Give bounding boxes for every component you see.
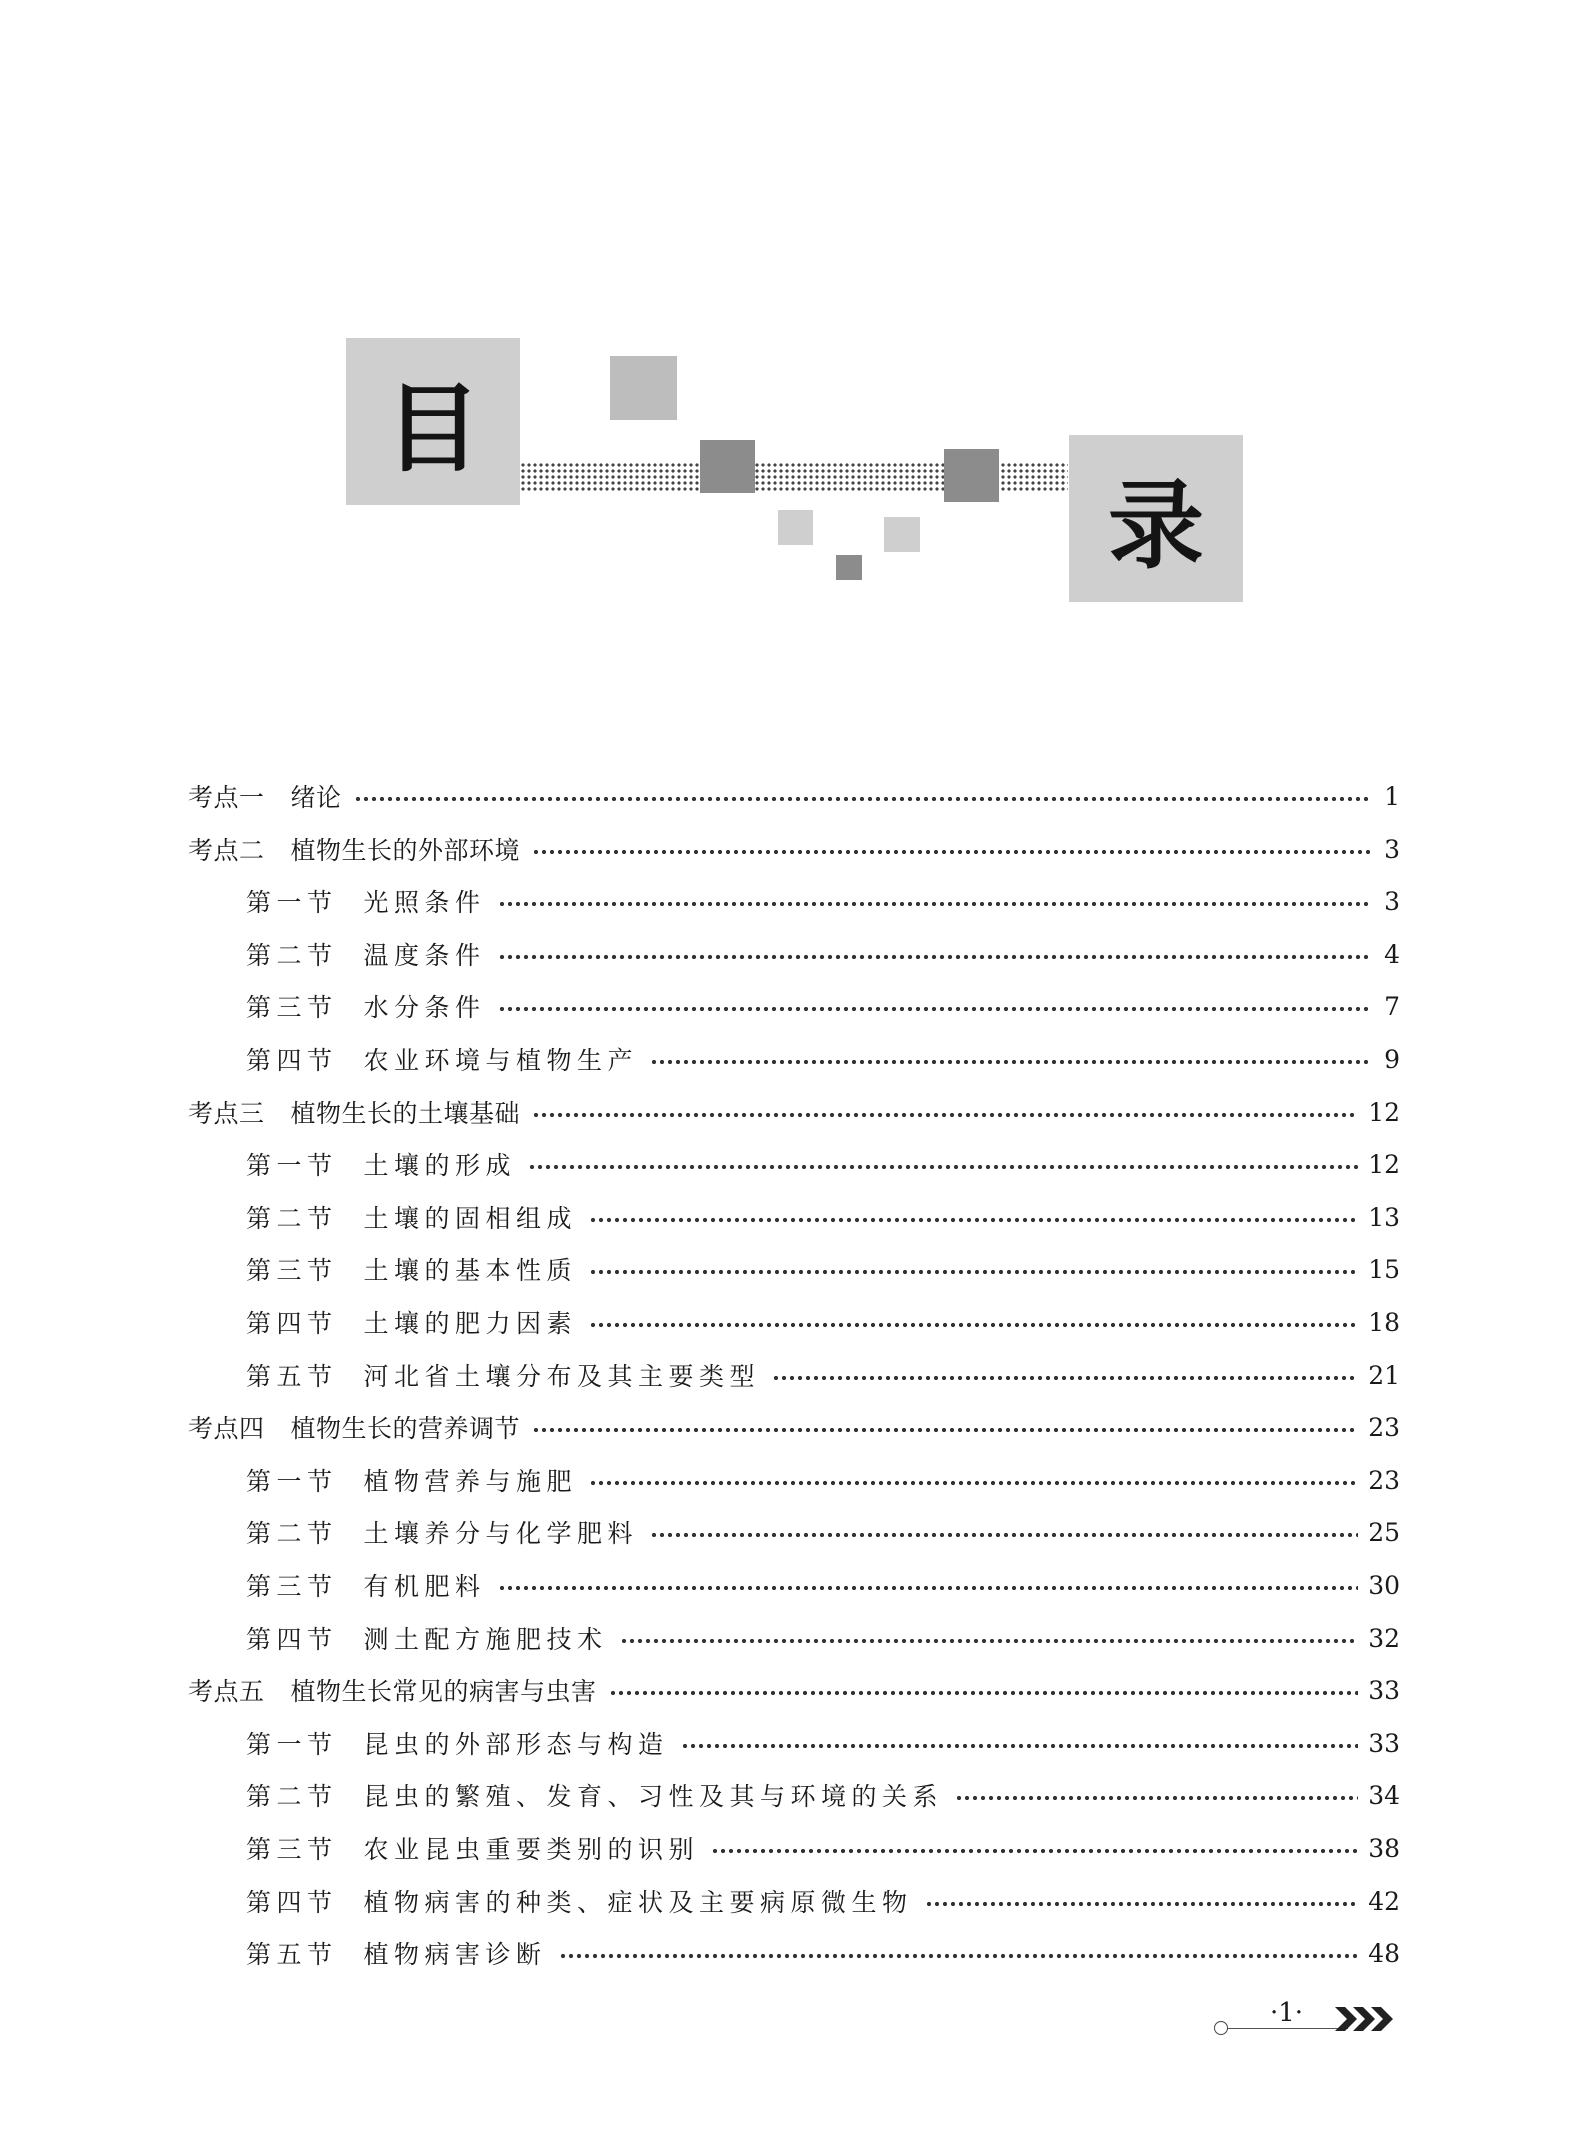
toc-chapter-row[interactable]	[188, 1401, 1400, 1453]
toc-entry-number: 第一节	[246, 1730, 338, 1759]
toc-entry-title: 植物病害的种类、症状及主要病原微生物	[363, 1888, 913, 1917]
toc-leader-dots	[711, 1849, 1358, 1853]
toc-entry-heading	[188, 778, 342, 814]
toc-page-number: 7	[1384, 991, 1400, 1021]
toc-entry-title: 植物生长的土壤基础	[290, 1099, 521, 1128]
toc-page-number: 48	[1368, 1938, 1400, 1968]
toc-page-number: 3	[1384, 834, 1400, 864]
toc-entry-heading	[246, 1462, 577, 1498]
toc-entry-title: 植物生长的营养调节	[290, 1414, 521, 1443]
toc-leader-dots	[955, 1796, 1358, 1800]
title-char-left: 目	[385, 373, 481, 485]
toc-entry-title: 植物生长的外部环境	[290, 836, 521, 865]
toc-entry-heading	[188, 831, 520, 867]
circle-icon	[1214, 2021, 1228, 2035]
toc-page-number: 38	[1368, 1833, 1400, 1863]
toc-entry-heading	[246, 1304, 577, 1340]
toc-leader-dots	[772, 1376, 1358, 1380]
toc-entry-heading	[246, 883, 486, 919]
toc-entry-title: 水分条件	[363, 993, 486, 1022]
toc-leader-dots	[559, 1954, 1359, 1958]
toc-leader-dots	[532, 1113, 1358, 1117]
toc-section-row[interactable]	[246, 1927, 1400, 1979]
toc-leader-dots	[609, 1691, 1359, 1695]
toc-entry-title: 温度条件	[363, 941, 486, 970]
toc-section-row[interactable]	[246, 1875, 1400, 1927]
toc-entry-number: 第二节	[246, 1204, 338, 1233]
toc-entry-title: 植物营养与施肥	[363, 1467, 578, 1496]
toc-page-number: 15	[1368, 1254, 1400, 1284]
toc-entry-number: 考点五	[188, 1677, 265, 1706]
toc-leader-dots	[498, 955, 1370, 959]
toc-page-number: 33	[1368, 1728, 1400, 1758]
toc-entry-heading	[246, 1199, 577, 1235]
toc-section-row[interactable]	[246, 1612, 1400, 1664]
title-decoration	[0, 0, 1585, 640]
toc-entry-heading	[188, 1094, 520, 1130]
toc-entry-heading	[246, 1514, 638, 1550]
toc-entry-number: 第一节	[246, 1151, 338, 1180]
toc-entry-heading	[246, 1777, 943, 1813]
toc-leader-dots	[498, 1007, 1370, 1011]
title-box-right	[1069, 435, 1243, 602]
toc-page-number: 25	[1368, 1517, 1400, 1547]
deco-square	[836, 555, 862, 580]
toc-entry-heading	[188, 1672, 597, 1708]
toc-page-number: 30	[1368, 1570, 1400, 1600]
toc-entry-number: 第三节	[246, 1835, 338, 1864]
toc-entry-title: 光照条件	[363, 888, 486, 917]
toc-leader-dots	[589, 1323, 1358, 1327]
toc-entry-number: 第一节	[246, 888, 338, 917]
toc-leader-dots	[498, 902, 1370, 906]
toc-entry-number: 第四节	[246, 1888, 338, 1917]
toc-page-number: 12	[1368, 1149, 1400, 1179]
toc-page-number: 21	[1368, 1360, 1400, 1390]
toc-leader-dots	[681, 1744, 1359, 1748]
toc-entry-heading	[246, 1883, 913, 1919]
toc-page-number: 32	[1368, 1623, 1400, 1653]
toc-entry-heading	[246, 936, 486, 972]
toc-leader-dots	[620, 1639, 1359, 1643]
toc-page-number: 4	[1384, 939, 1400, 969]
toc-entry-heading	[246, 988, 486, 1024]
toc-entry-title: 土壤养分与化学肥料	[363, 1519, 639, 1548]
toc-entry-heading	[246, 1146, 516, 1182]
toc-entry-number: 第五节	[246, 1362, 338, 1391]
toc-entry-title: 植物病害诊断	[363, 1940, 547, 1969]
toc-entry-title: 土壤的基本性质	[363, 1256, 578, 1285]
toc-entry-title: 绪论	[290, 783, 342, 812]
toc-entry-number: 第四节	[246, 1046, 338, 1075]
toc-page-number: 9	[1384, 1044, 1400, 1074]
toc-leader-dots	[589, 1481, 1358, 1485]
toc-entry-title: 河北省土壤分布及其主要类型	[363, 1362, 761, 1391]
toc-section-row[interactable]	[246, 1138, 1400, 1190]
title-box-left	[346, 338, 520, 505]
toc-page-number: 34	[1368, 1780, 1400, 1810]
toc-section-row[interactable]	[246, 1243, 1400, 1295]
toc-entry-title: 昆虫的繁殖、发育、习性及其与环境的关系	[363, 1782, 944, 1811]
deco-square	[700, 440, 755, 493]
toc-section-row[interactable]	[246, 1717, 1400, 1769]
toc-chapter-row[interactable]	[188, 1086, 1400, 1138]
deco-square	[944, 449, 999, 502]
double-chevron-right-icon	[1335, 2004, 1395, 2034]
toc-page-number: 18	[1368, 1307, 1400, 1337]
toc-entry-number: 考点二	[188, 836, 265, 865]
toc-entry-number: 考点三	[188, 1099, 265, 1128]
toc-entry-number: 第二节	[246, 1782, 338, 1811]
footer-rule	[1228, 2028, 1348, 2029]
toc-entry-heading	[246, 1935, 547, 1971]
toc-entry-title: 测土配方施肥技术	[363, 1625, 608, 1654]
page-number: ·1·	[1270, 1998, 1304, 2028]
toc-entry-title: 植物生长常见的病害与虫害	[290, 1677, 597, 1706]
toc-entry-heading	[246, 1567, 486, 1603]
toc-entry-number: 第三节	[246, 1572, 338, 1601]
toc-chapter-row[interactable]	[188, 770, 1400, 822]
toc-section-row[interactable]	[246, 1822, 1400, 1874]
toc-section-row[interactable]	[246, 980, 1400, 1032]
toc-leader-dots	[498, 1586, 1359, 1590]
toc-entry-title: 农业环境与植物生产	[363, 1046, 639, 1075]
toc-section-row[interactable]	[246, 1769, 1400, 1821]
toc-entry-title: 有机肥料	[363, 1572, 486, 1601]
toc-entry-number: 第四节	[246, 1625, 338, 1654]
toc-entry-number: 第四节	[246, 1309, 338, 1338]
toc-page-number: 23	[1368, 1465, 1400, 1495]
toc-section-row[interactable]	[246, 1296, 1400, 1348]
toc-page-number: 33	[1368, 1675, 1400, 1705]
toc-entry-heading	[246, 1620, 608, 1656]
toc-leader-dots	[589, 1218, 1358, 1222]
toc-chapter-row[interactable]	[188, 823, 1400, 875]
toc-entry-title: 农业昆虫重要类别的识别	[363, 1835, 700, 1864]
toc-entry-number: 第一节	[246, 1467, 338, 1496]
toc-leader-dots	[589, 1270, 1358, 1274]
toc-entry-heading	[188, 1409, 520, 1445]
toc-page-number: 12	[1368, 1097, 1400, 1127]
toc-entry-heading	[246, 1251, 577, 1287]
toc-section-row[interactable]	[246, 1349, 1400, 1401]
toc-entry-title: 土壤的形成	[363, 1151, 517, 1180]
toc-page-number: 23	[1368, 1412, 1400, 1442]
toc-entry-number: 第五节	[246, 1940, 338, 1969]
toc-entry-title: 土壤的固相组成	[363, 1204, 578, 1233]
toc-leader-dots	[354, 797, 1370, 801]
title-char-right: 录	[1108, 470, 1204, 582]
toc-leader-dots	[532, 850, 1370, 854]
toc-entry-number: 第二节	[246, 941, 338, 970]
toc-section-row[interactable]	[246, 1559, 1400, 1611]
toc-page-number: 3	[1384, 886, 1400, 916]
toc-section-row[interactable]	[246, 928, 1400, 980]
toc-entry-title: 昆虫的外部形态与构造	[363, 1730, 669, 1759]
toc-leader-dots	[650, 1533, 1358, 1537]
toc-entry-number: 考点一	[188, 783, 265, 812]
toc-leader-dots	[528, 1165, 1358, 1169]
toc-leader-dots	[650, 1060, 1370, 1064]
toc-leader-dots	[532, 1428, 1358, 1432]
deco-square	[778, 510, 813, 545]
toc-page-number: 1	[1384, 781, 1400, 811]
toc-entry-title: 土壤的肥力因素	[363, 1309, 578, 1338]
toc-entry-number: 考点四	[188, 1414, 265, 1443]
toc-entry-number: 第三节	[246, 993, 338, 1022]
page-footer	[1200, 1998, 1400, 2038]
toc-section-row[interactable]	[246, 1033, 1400, 1085]
toc-page-number: 42	[1368, 1886, 1400, 1916]
toc-entry-heading	[246, 1357, 760, 1393]
toc-section-row[interactable]	[246, 1506, 1400, 1558]
toc-entry-number: 第三节	[246, 1256, 338, 1285]
toc-leader-dots	[925, 1902, 1359, 1906]
deco-square	[610, 356, 677, 420]
deco-square	[884, 517, 920, 552]
toc-page-number: 13	[1368, 1202, 1400, 1232]
toc-entry-number: 第二节	[246, 1519, 338, 1548]
toc-section-row[interactable]	[246, 1191, 1400, 1243]
toc-section-row[interactable]	[246, 1454, 1400, 1506]
toc-entry-heading	[246, 1725, 669, 1761]
toc-entry-heading	[246, 1830, 699, 1866]
toc-entry-heading	[246, 1041, 638, 1077]
toc-section-row[interactable]	[246, 875, 1400, 927]
toc-chapter-row[interactable]	[188, 1664, 1400, 1716]
